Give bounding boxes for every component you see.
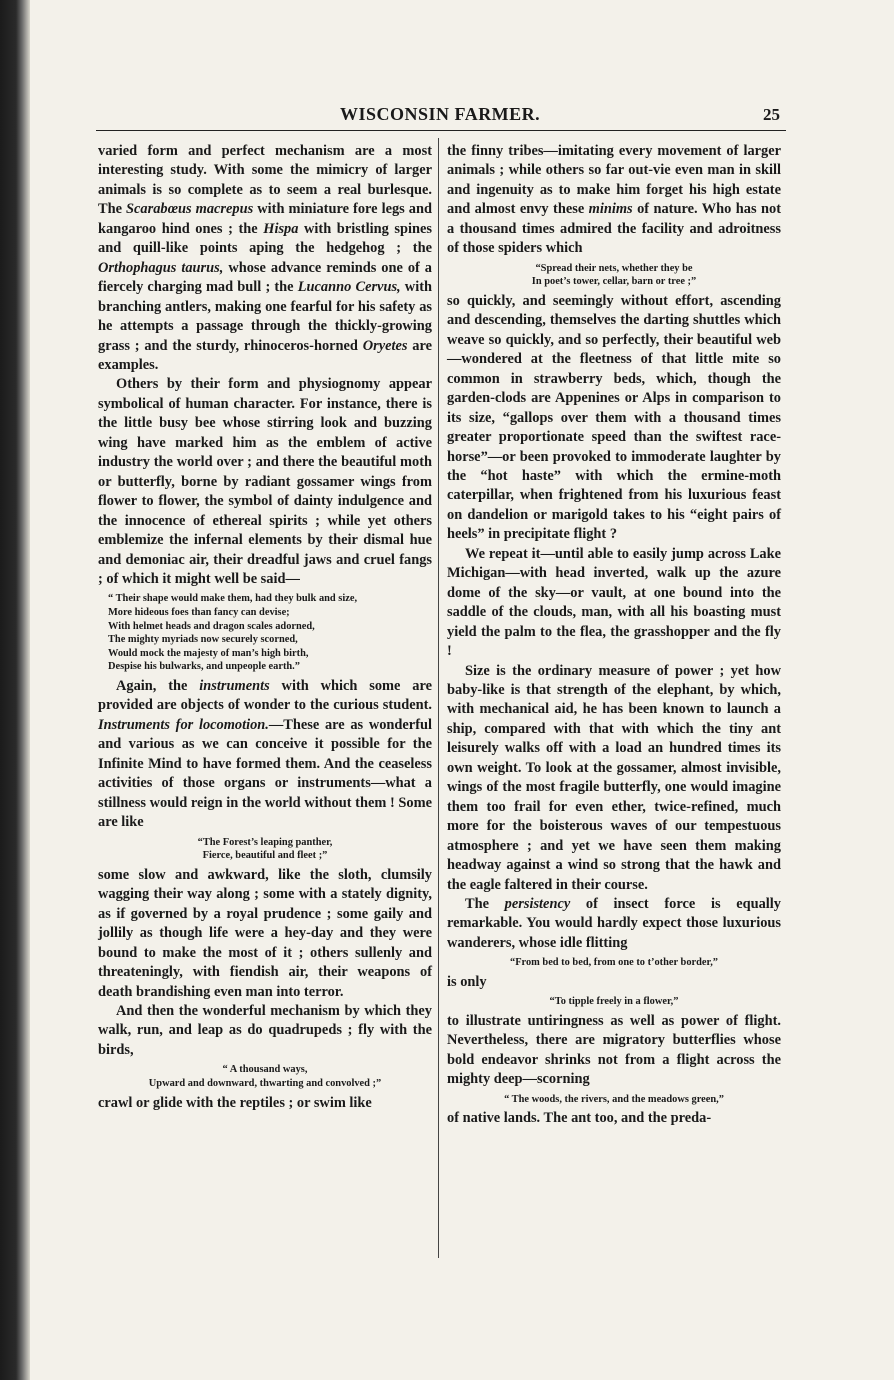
verse-line: The mighty myriads now securely scorned, (108, 634, 298, 646)
verse-quote (108, 592, 432, 674)
page (96, 104, 786, 1284)
column-divider (438, 138, 439, 1258)
verse-line: Fierce, beautiful and fleet ;” (202, 850, 328, 862)
paragraph: We repeat it—until able to easily jump across Lake Michigan—with head inverted, walk up the azure dome of the sky—or vault, at one bound into the saddle of the clouds, man, with all his boasting must yield the palm to the flea, the grasshopper and the fly ! (447, 545, 781, 660)
page-number: 25 (763, 105, 780, 124)
verse-line: Upward and downward, thwarting and convolved ;” (148, 1077, 382, 1089)
verse-quote (447, 995, 781, 1009)
verse-line: “Spread their nets, whether they be (535, 262, 693, 274)
verse-line: “From bed to bed, from one to t’other border,” (510, 957, 718, 969)
verse-quote (447, 956, 781, 970)
verse-line: “ A thousand ways, (222, 1064, 308, 1076)
running-head: WISCONSIN FARMER. (340, 104, 541, 124)
verse-line: More hideous foes than fancy can devise; (108, 607, 290, 619)
paragraph: Size is the ordinary measure of power ; yet how baby-like is that strength of the elephant, by which, with mechanical aid, he has been known to launch a ship, compared with that with which the tiny ant leisurely walks off with a load an hundred times its own weight. To look at the gossamer, almost invisible, wings of the most fragile butterfly, one would imagine them too frail for even ether, twice-refined, much more for the boisterous waves of our tempestuous atmosphere ; and yet we have seen them making headway against a wind so strong that the hawk and the eagle faltered in their course. (447, 662, 781, 893)
paragraph: varied form and perfect mechanism are a most interesting study. With some the mimicry of larger animals is so complete as to seem a real burlesque. The Scarabœus macrepus with miniature fore legs and kangaroo hind ones ; the Hispa with bristling spines and quill-like points aping the hedgehog ; the Orthophagus taurus, whose advance reminds one of a fiercely charging mad bull ; the Lucanno Cervus, with branching antlers, making one fearful for his safety as he attempts a passage through the thickly-growing grass ; and the sturdy, rhinoceros-horned Oryetes are examples. (98, 143, 432, 373)
paragraph: Again, the instruments with which some are provided are objects of wonder to the curious student. Instruments for locomotion.—These are as wonderful and various as we can conceive it possible for the Infinite Mind to have formed them. And the ceaseless activities of those organs or instruments—what a stillness would reign in the world without them ! Some are like (98, 677, 432, 831)
page-header (96, 104, 786, 132)
book-spine-shadow (0, 0, 30, 1380)
paragraph: is only (447, 973, 487, 990)
paragraph: to illustrate untiringness as well as power of flight. Nevertheless, there are migratory butterflies whose bold endeavor shrinks not from a flight across the mighty deep—scorning (447, 1012, 781, 1088)
verse-quote (447, 262, 781, 289)
paragraph: the finny tribes—imitating every movement of larger animals ; while others so far out-vie even man in skill and ingenuity as to make him forget his high estate and almost envy these minims of nature. Who has not a thousand times admired the facility and adroitness of those spiders which (447, 143, 781, 257)
verse-line: “The Forest’s leaping panther, (197, 836, 333, 848)
verse-line: Despise his bulwarks, and unpeople earth.” (108, 661, 300, 673)
verse-quote (98, 1063, 432, 1090)
header-rule (96, 130, 786, 131)
paragraph: And then the wonderful mechanism by which they walk, run, and leap as do quadrupeds ; fly with the birds, (98, 1002, 432, 1058)
paragraph: Others by their form and physiognomy appear symbolical of human character. For instance, there is the little busy bee whose stirring look and buzzing wing have marked him as the emblem of active industry the world over ; and there the beautiful moth or butterfly, borne by radiant gossamer wings from flower to flower, the symbol of dainty indulgence and the innocence of ethereal spirits ; while yet others emblemize the infernal elements by their dismal hue and demoniac air, their dreadful jaws and cruel fangs ; of which it might well be said— (98, 376, 432, 587)
paragraph: crawl or glide with the reptiles ; or swim like (98, 1094, 372, 1111)
right-column (447, 142, 781, 1129)
verse-line: Would mock the majesty of man’s high birth, (108, 647, 309, 659)
verse-quote (98, 836, 432, 863)
paragraph: so quickly, and seemingly without effort, ascending and descending, themselves the darting shuttles which weave so quickly, and so perfectly, their beautiful web—wondered at the fleetness of that little mite so common in strawberry beds, which, though the garden-clods are Appenines or Alps in comparison to its size, “gallops over them with a thousand times greater proportionate speed than the swiftest race-horse”—or been provoked to immoderate laughter by the “hot haste” with which the ermine-moth caterpillar, when frightened from his luxurious feast on dandelion or marigold takes to his “eight pairs of heels” in precipitate flight ? (447, 292, 781, 543)
verse-line: In poet’s tower, cellar, barn or tree ;” (531, 276, 697, 288)
verse-line: “To tipple freely in a flower,” (549, 996, 679, 1008)
verse-quote (447, 1093, 781, 1107)
verse-line: “ The woods, the rivers, and the meadows green,” (504, 1093, 724, 1105)
paragraph: The persistency of insect force is equally remarkable. You would hardly expect those luxurious wanderers, whose idle flitting (447, 895, 781, 951)
paragraph: of native lands. The ant too, and the preda- (447, 1110, 712, 1127)
verse-line: With helmet heads and dragon scales adorned, (108, 620, 315, 632)
verse-line: “ Their shape would make them, had they bulk and size, (108, 593, 358, 605)
paragraph: some slow and awkward, like the sloth, clumsily wagging their way along ; some with a stately dignity, as if governed by a royal prudence ; some gaily and jollily as though life were a hey-day and they were bound to make the most of it ; others sullenly and threateningly, with fiendish air, their weapons of death brandishing even man into terror. (98, 866, 432, 1000)
left-column (98, 142, 432, 1113)
